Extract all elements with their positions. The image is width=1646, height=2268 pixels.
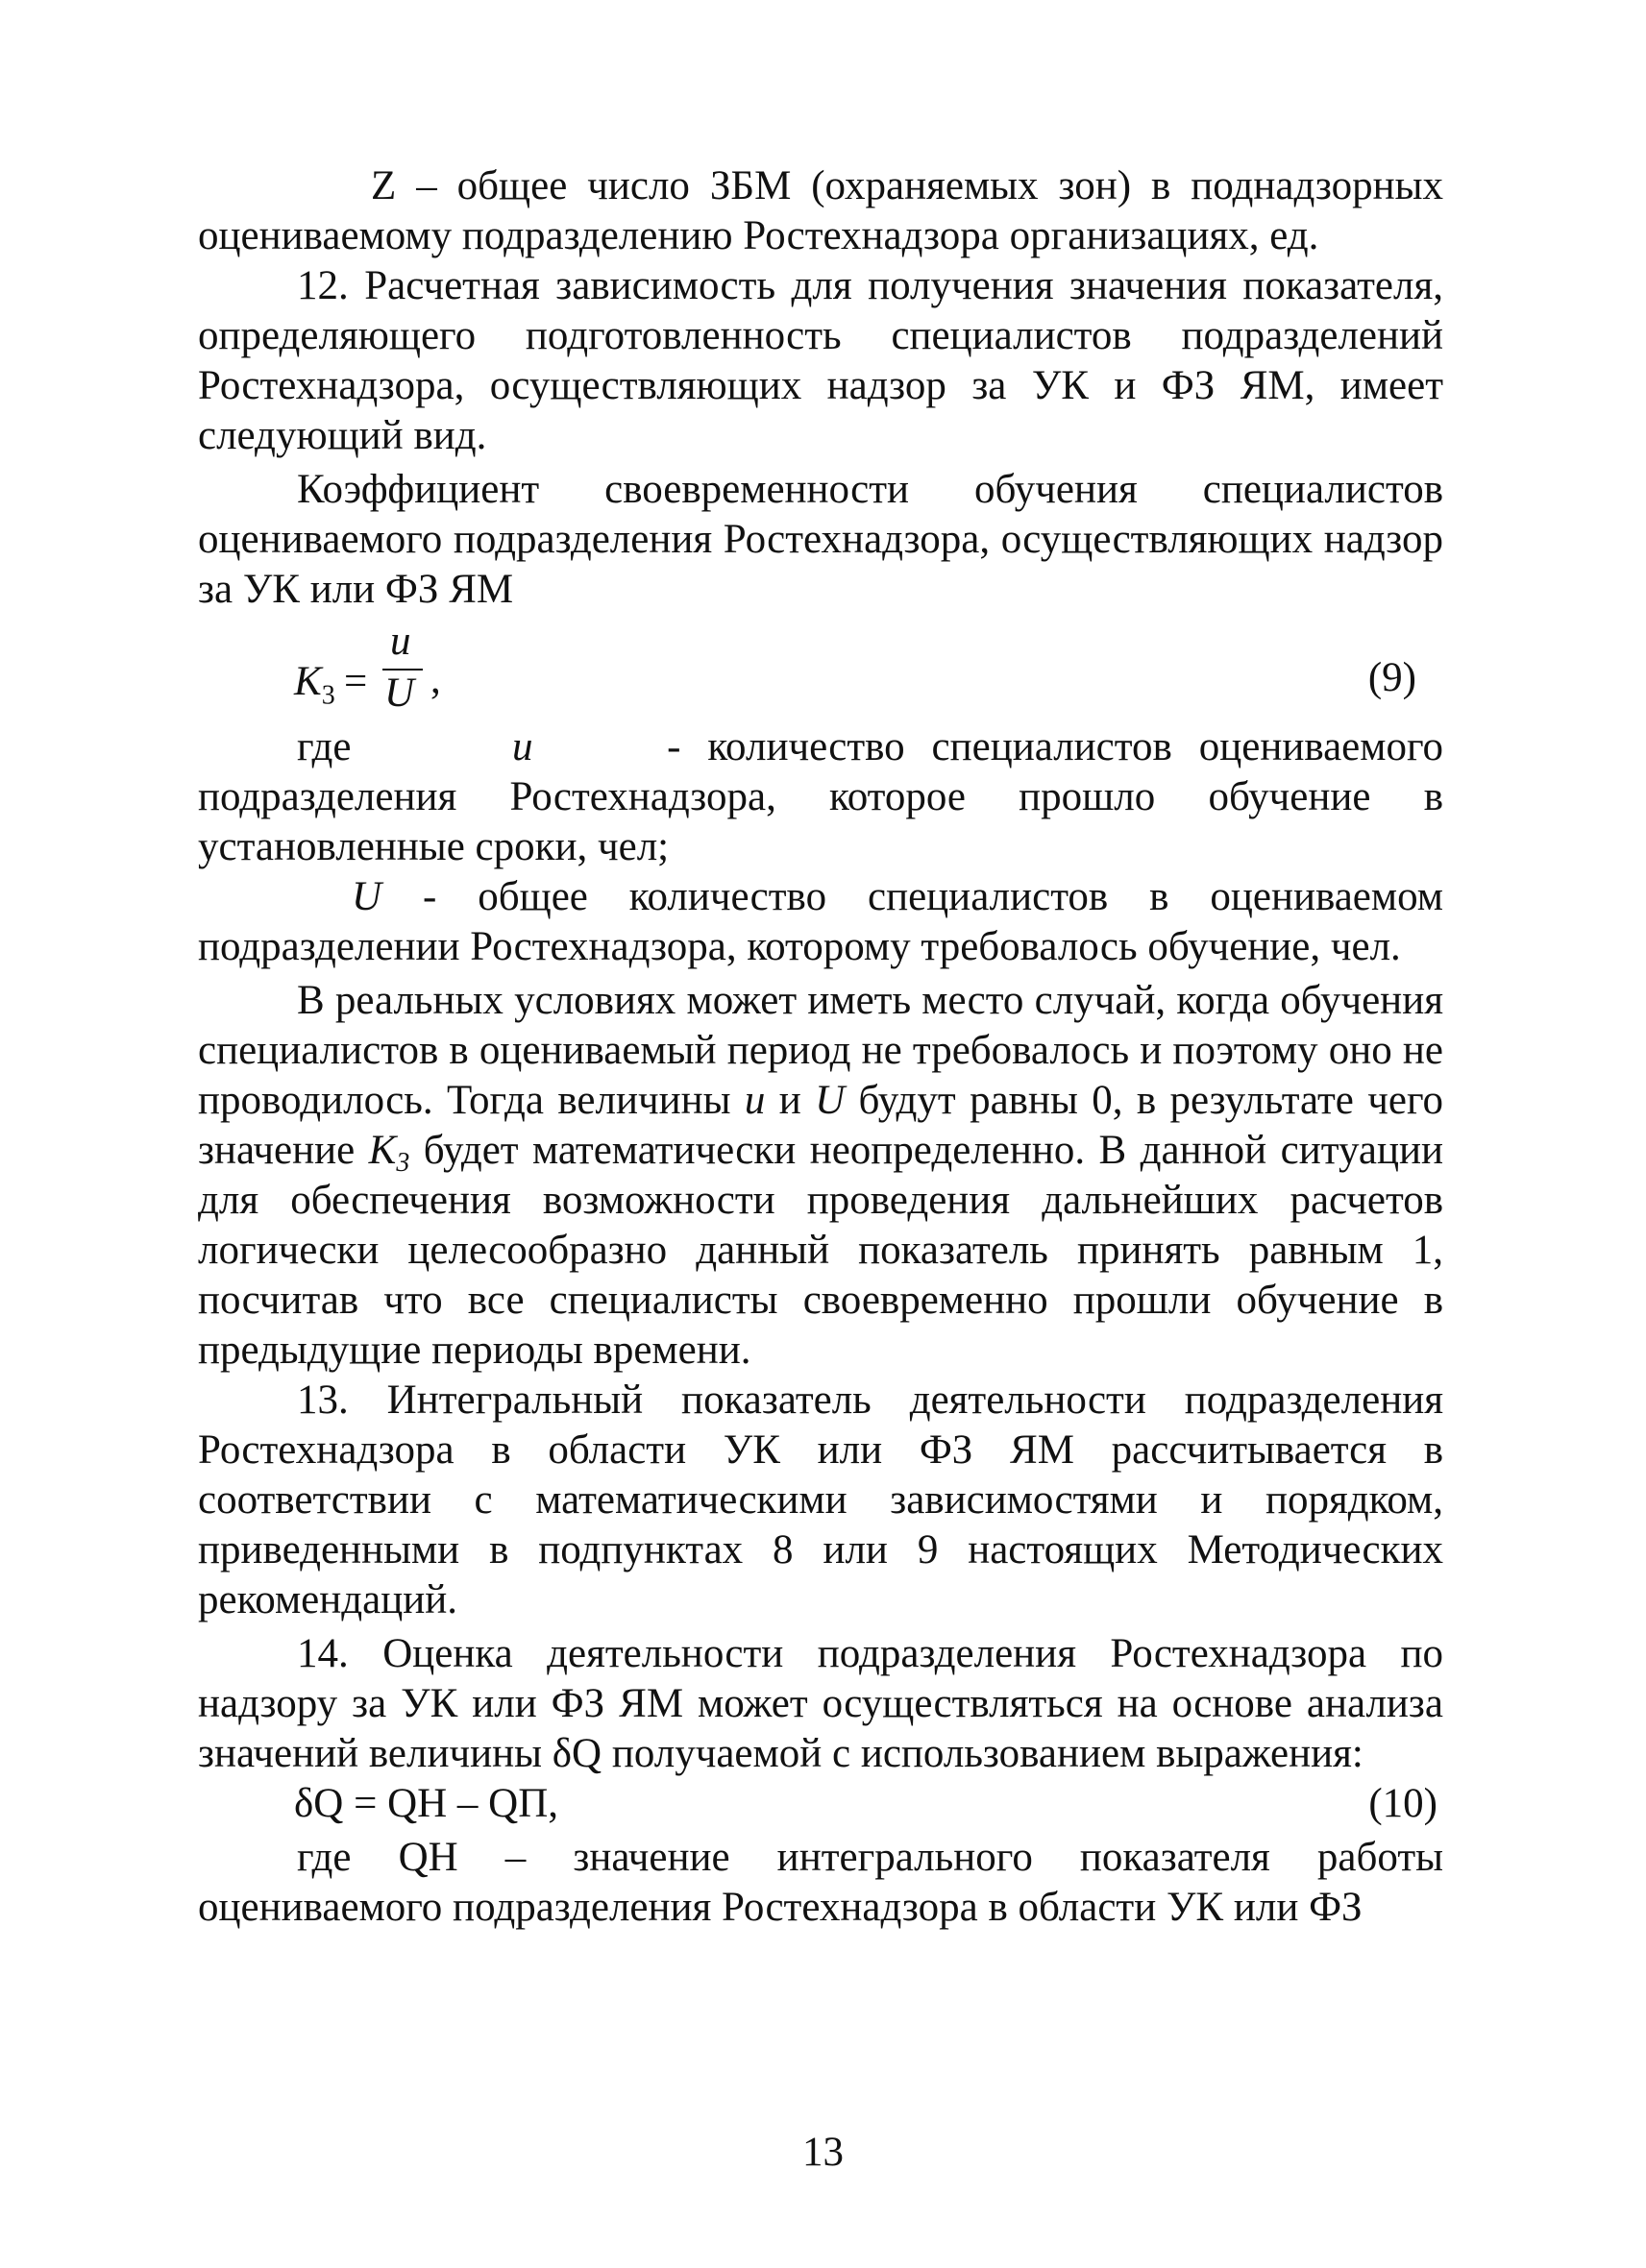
formula-9-expression [294,617,486,722]
formula-9 [198,617,1443,722]
where-qh-definition: где QН – значение интегрального показателя работы оцениваемого подразделения Ростехнадзора в области УК или ФЗ [198,1835,1444,1930]
coefficient-paragraph: Коэффициент своевременности обучения специалистов оцениваемого подразделения Ростехнадзора, осуществляющих надзор за УК или ФЗ ЯМ [198,467,1443,612]
formula-9-denominator: U [384,671,415,716]
formula-9-number: (9) [1367,655,1416,700]
formula-9-numerator: u [390,619,411,664]
formula-9-equals: = [344,659,368,704]
formula-10 [198,1779,1443,1833]
paragraph-12: 12. Расчетная зависимость для получения значения показателя, определяющего подготовленность специалистов подразделений Ростехнадзора, осуществляющих надзор за УК и ФЗ ЯМ, имеет следующий вид. [198,263,1443,458]
where-u-definition: где u - количество специалистов оцениваемого подразделения Ростехнадзора, которое прошло обучение в установленные сроки, чел; [198,724,1444,869]
U-definition: U - общее количество специалистов в оцениваемом подразделении Ростехнадзора, которому требовалось обучение, чел. [198,874,1443,969]
formula-9-lhs: $K_3$ [294,659,335,711]
page-body [198,161,1443,1933]
formula-10-number: (10) [1368,1781,1437,1826]
real-conditions-paragraph: В реальных условиях может иметь место случай, когда обучения специалистов в оцениваемый период не требовалось и поэтому оно не проводилось. Тогда величины u и U будут равны 0, в результате чего значение $K_3$ будет математически неопределенно. В данной ситуации для обеспечения возможности проведения дальнейших расчетов логически целесообразно данный показатель принять равным 1, посчитав что все специалисты своевременно прошли обучение в предыдущие периоды времени. [198,978,1444,1373]
z-definition: Z – общее число ЗБМ (охраняемых зон) в поднадзорных оцениваемому подразделению Ростехнадзора организациях, ед. [198,163,1443,258]
paragraph-14: 14. Оценка деятельности подразделения Ростехнадзора по надзору за УК или ФЗ ЯМ может осуществляться на основе анализа значений величины δQ получаемой с использованием выражения: [198,1631,1443,1776]
page-number: 13 [802,2130,844,2175]
formula-10-expression: δQ = QН – QП, [294,1781,559,1826]
formula-9-comma: , [430,657,441,702]
paragraph-13: 13. Интегральный показатель деятельности подразделения Ростехнадзора в области УК или ФЗ ЯМ рассчитывается в соответствии с математическими зависимостями и порядком, приведенными в подпунктах 8 или 9 настоящих Методических рекомендаций. [198,1378,1443,1622]
